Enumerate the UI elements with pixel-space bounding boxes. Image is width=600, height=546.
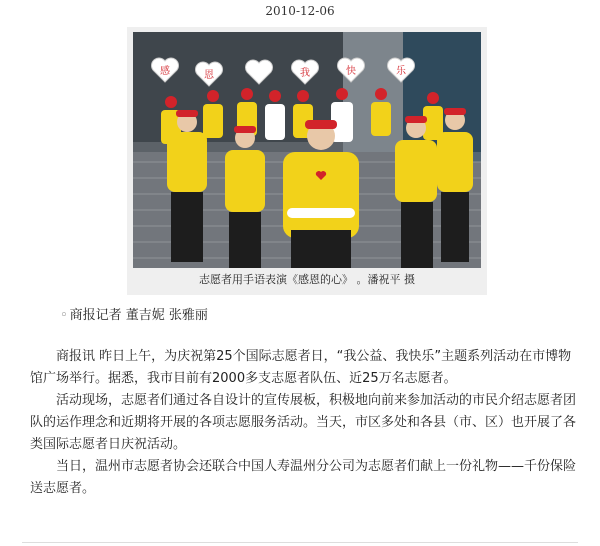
heart-sign-char: 我	[300, 68, 310, 79]
paragraph: 商报讯 昨日上午，为庆祝第25个国际志愿者日，“我公益、我快乐”主题系列活动在市博物馆广场举行。据悉，我市目前有2000多支志愿者队伍、近25万名志愿者。	[30, 349, 572, 386]
heart-sign-char: 感	[160, 66, 170, 77]
byline-text: 商报记者 董吉妮 张雅丽	[69, 308, 208, 323]
article-body	[30, 346, 578, 500]
volunteers-photo	[133, 32, 481, 268]
paragraph: 当日，温州市志愿者协会还联合中国人寿温州分公司为志愿者们献上一份礼物——千份保险送志愿者。	[30, 459, 577, 496]
heart-sign-char: 乐	[396, 66, 406, 77]
paragraph: 活动现场，志愿者们通过各自设计的宣传展板，积极地向前来参加活动的市民介绍志愿者团队的运作理念和近期将开展的各项志愿服务活动。当天，市区多处和各县（市、区）也开展了各类国际志愿者日庆祝活动。	[30, 393, 577, 452]
heart-sign-char: 恩	[204, 70, 214, 81]
photo-caption: 志愿者用手语表演《感恩的心》 。潘祝平 摄	[199, 273, 415, 286]
heart-sign-char: 快	[346, 66, 356, 77]
byline	[60, 304, 208, 323]
divider	[22, 542, 578, 543]
bullet-ring-icon: ◦	[60, 308, 68, 323]
photo-illustration	[133, 32, 481, 268]
photo-figure	[127, 27, 487, 295]
article-date: 2010-12-06	[265, 4, 335, 18]
